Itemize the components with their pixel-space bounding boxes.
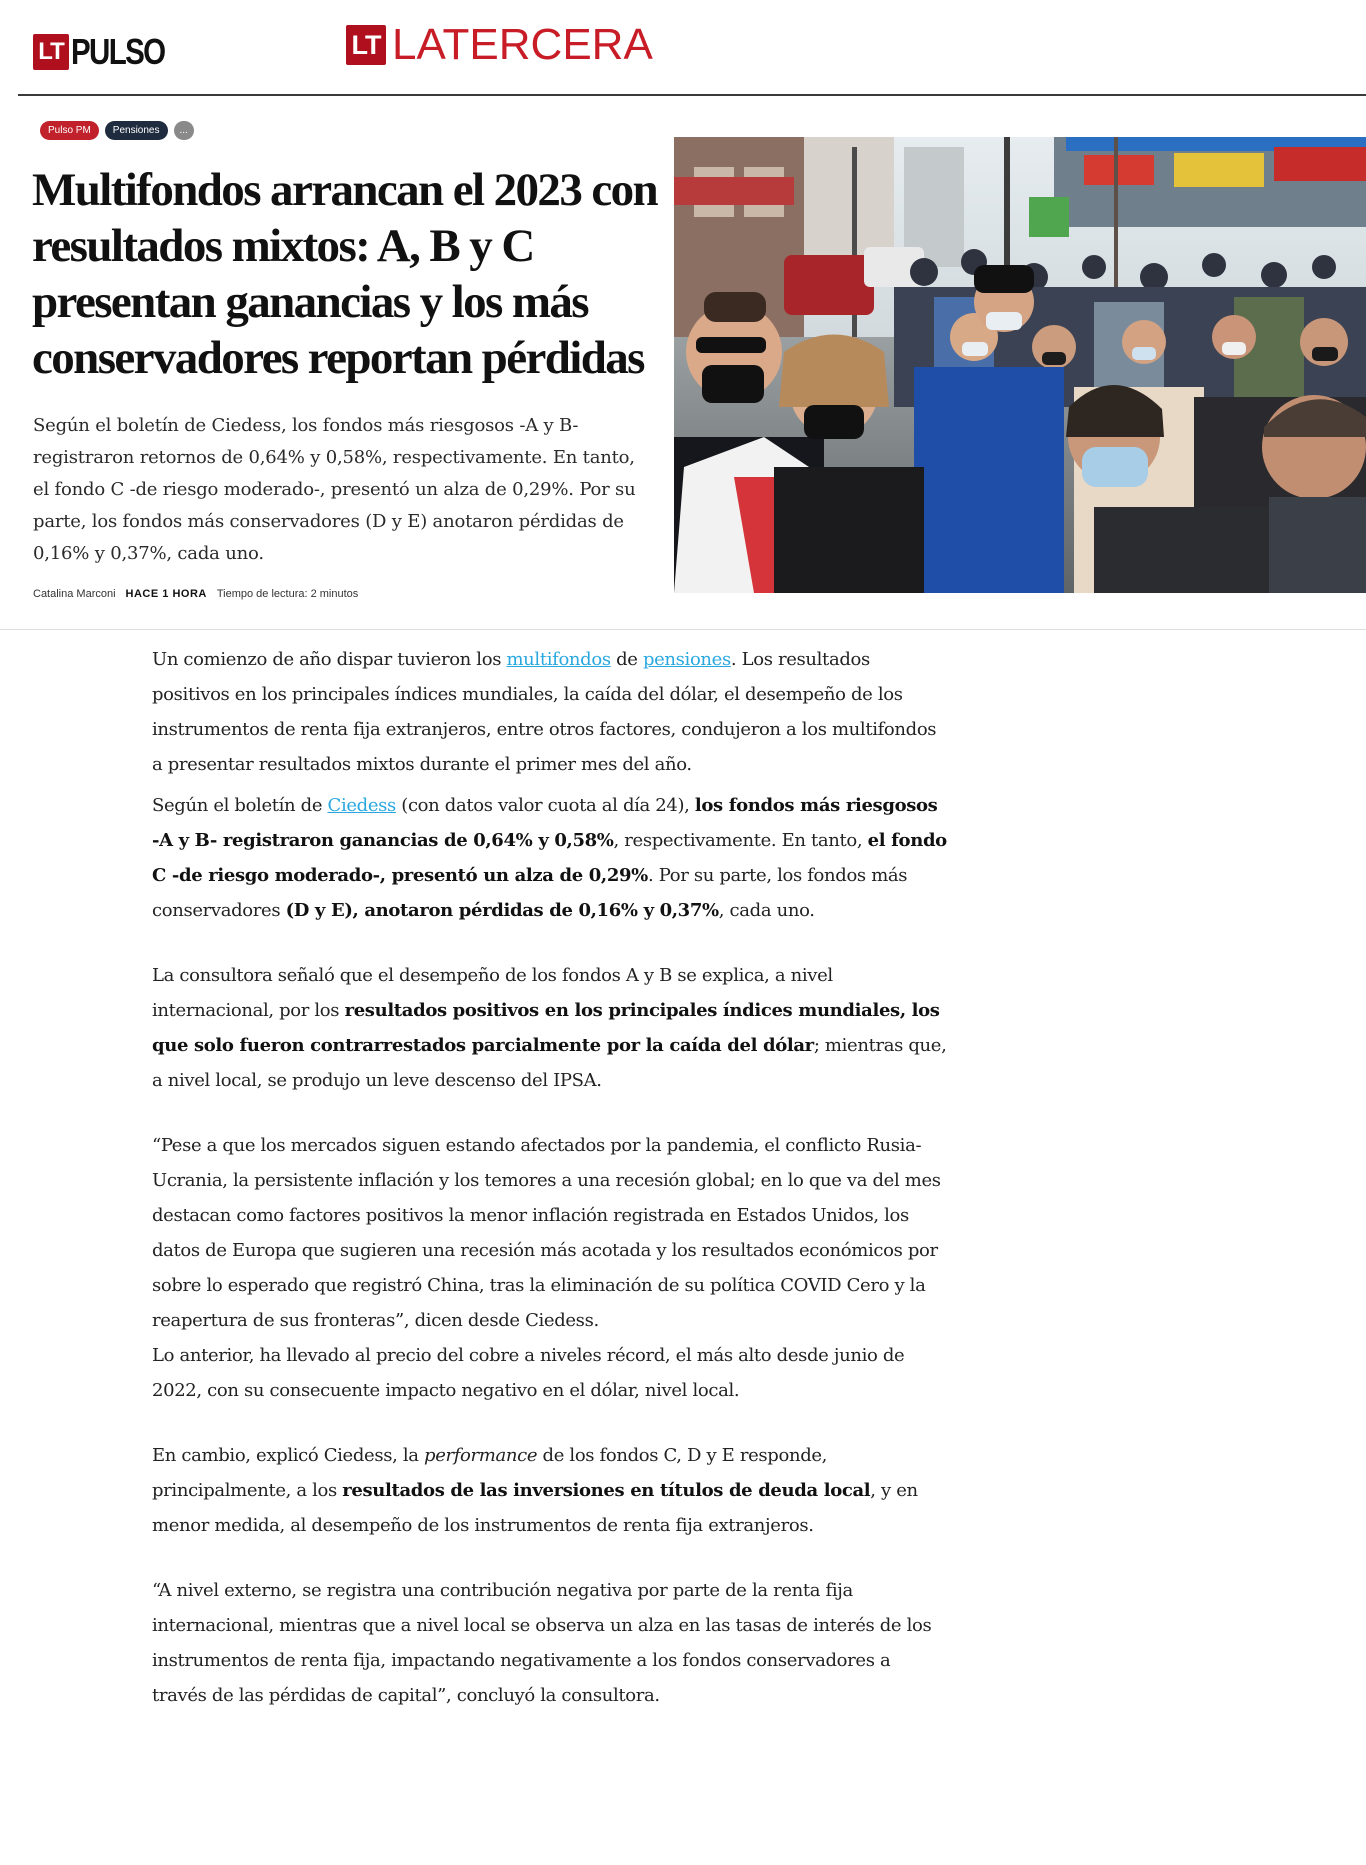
article-headline: Multifondos arrancan el 2023 con resultados mixtos: A, B y C presentan ganancias y los más conservadores reportan pérdidas <box>32 164 658 384</box>
paragraph-6 <box>152 1438 948 1543</box>
p6-text-b: de los fondos C, D y E responde, principalmente, a los <box>152 1445 828 1501</box>
link-ciedess[interactable]: Ciedess <box>327 795 396 816</box>
paragraph-5: Lo anterior, ha llevado al precio del cobre a niveles récord, el más alto desde junio de 2022, con su consecuente impacto negativo en el dólar, nivel local. <box>152 1345 905 1401</box>
tag-pulso-pm[interactable]: Pulso PM <box>40 121 99 140</box>
p2-text-c: , respectivamente. En tanto, <box>613 830 868 851</box>
pulso-lt-mark: LT <box>33 34 69 70</box>
p1-text-a: Un comienzo de año dispar tuvieron los <box>152 649 507 670</box>
p3-text-a: La consultora señaló que el desempeño de los fondos A y B se explica, a nivel internacional, por los <box>152 965 833 1021</box>
reading-time: Tiempo de lectura: 2 minutos <box>216 588 359 600</box>
p2-text-b: (con datos valor cuota al día 24), <box>395 795 695 816</box>
tag-pensiones[interactable]: Pensiones <box>105 121 168 140</box>
street-crowd-photo <box>674 137 1366 593</box>
p1-text-b: de <box>610 649 643 670</box>
paragraph-2 <box>152 788 948 928</box>
latercera-lt-mark: LT <box>346 25 386 65</box>
p2-text-d: . Por su parte, los fondos más conservadores <box>152 865 908 921</box>
latercera-logo[interactable] <box>346 20 653 69</box>
article-body <box>152 642 948 1713</box>
pulso-wordmark: PULSO <box>71 31 165 72</box>
p3-bold: resultados positivos en los principales índices mundiales, los que solo fueron contrarrestados parcialmente por la caída del dólar <box>152 1000 940 1056</box>
byline <box>33 588 358 600</box>
latercera-wordmark: LATERCERA <box>392 20 653 69</box>
photo-illustration <box>674 137 1366 593</box>
paragraph-3 <box>152 958 948 1098</box>
p2-bold-2: el fondo C -de riesgo moderado-, presentó un alza de 0,29% <box>152 830 947 886</box>
author-name[interactable]: Catalina Marconi <box>33 588 116 600</box>
paragraph-7-quote: “A nivel externo, se registra una contribución negativa por parte de la renta fija internacional, mientras que a nivel local se observa un alza en las tasas de interés de los instrumentos de renta fija, impactando negativamente a los fondos conservadores a través de las pérdidas de capital”, concluyó la consultora. <box>152 1580 932 1706</box>
p3-text-b: ; mientras que, a nivel local, se produjo un leve descenso del IPSA. <box>152 1035 947 1091</box>
published-time: HACE 1 HORA <box>125 588 207 600</box>
site-header <box>0 0 1366 96</box>
paragraph-4-quote: “Pese a que los mercados siguen estando afectados por la pandemia, el conflicto Rusia-Ucrania, la persistente inflación y los temores a una recesión global; en lo que va del mes destacan como factores positivos la menor inflación registrada en Estados Unidos, los datos de Europa que sugieren una recesión más acotada y los resultados económicos por sobre lo esperado que registró China, tras la eliminación de su política COVID Cero y la reapertura de sus fronteras”, dicen desde Ciedess. <box>152 1135 941 1331</box>
p6-text-c: , y en menor medida, al desempeño de los instrumentos de renta fija extranjeros. <box>152 1480 918 1536</box>
p2-bold-3: (D y E), anotaron pérdidas de 0,16% y 0,37% <box>285 900 719 921</box>
p2-bold-1: los fondos más riesgosos -A y B- registraron ganancias de 0,64% y 0,58% <box>152 795 938 851</box>
p2-text-e: , cada uno. <box>718 900 815 921</box>
tag-more-button[interactable]: ... <box>174 121 194 140</box>
tag-list <box>40 121 194 140</box>
p6-text-a: En cambio, explicó Ciedess, la <box>152 1445 425 1466</box>
hero-divider <box>0 629 1366 630</box>
paragraph-1 <box>152 642 948 782</box>
p6-italic: performance <box>424 1445 538 1466</box>
article-lead: Según el boletín de Ciedess, los fondos más riesgosos -A y B- registraron retornos de 0,64% y 0,58%, respectivamente. En tanto, el fondo C -de riesgo moderado-, presentó un alza de 0,29%. Por su parte, los fondos más conservadores (D y E) anotaron pérdidas de 0,16% y 0,37%, cada uno. <box>33 415 636 564</box>
link-pensiones[interactable]: pensiones <box>642 649 731 670</box>
link-multifondos[interactable]: multifondos <box>506 649 611 670</box>
p1-text-c: . Los resultados positivos en los principales índices mundiales, la caída del dólar, el desempeño de los instrumentos de renta fija extranjeros, entre otros factores, condujeron a los multifondos a presentar resultados mixtos durante el primer mes del año. <box>152 649 937 775</box>
header-divider <box>18 94 1366 96</box>
p6-bold: resultados de las inversiones en títulos de deuda local <box>342 1480 871 1501</box>
pulso-logo[interactable] <box>33 31 185 72</box>
p2-text-a: Según el boletín de <box>152 795 328 816</box>
